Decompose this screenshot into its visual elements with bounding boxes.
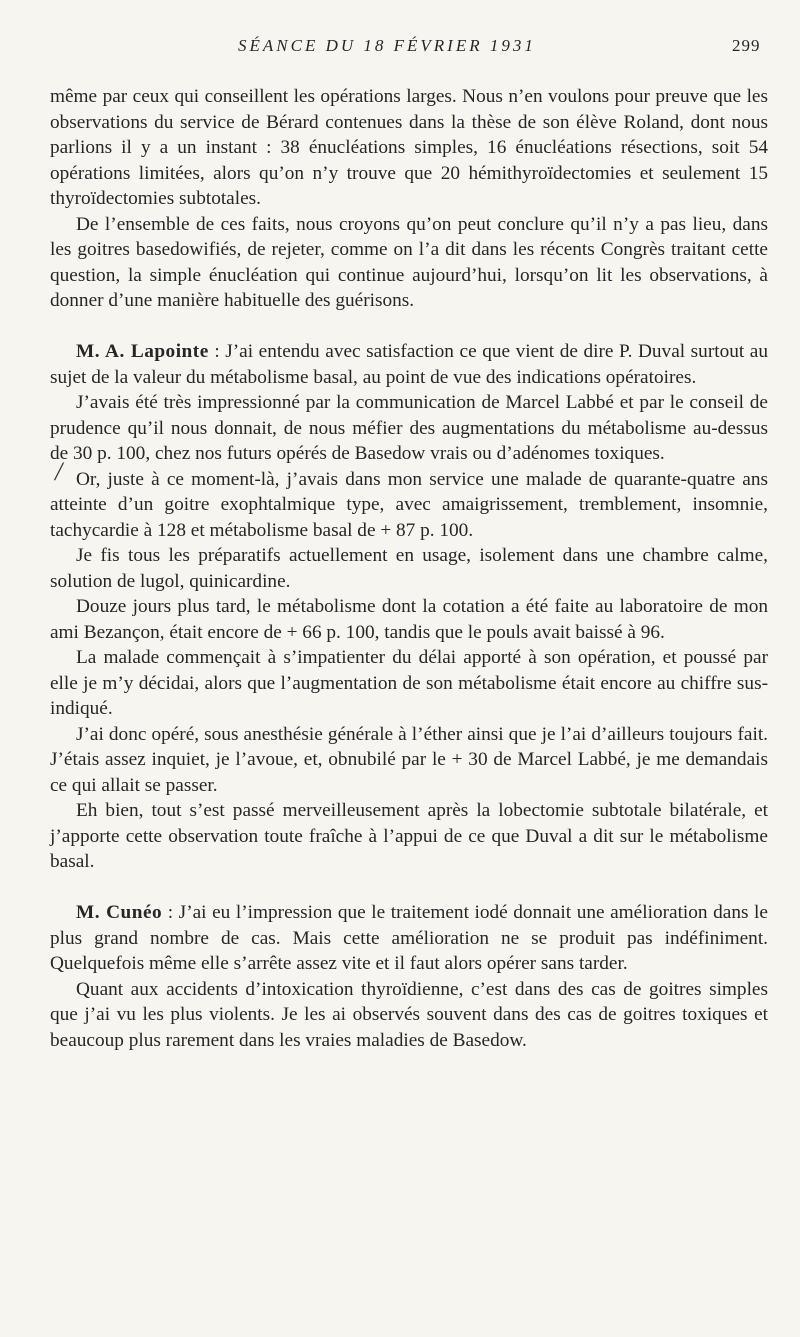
paragraph: Quant aux accidents d’intoxication thyroïdienne, c’est dans des cas de goitres simples que j’ai vu les plus violents. Je les ai observés souvent dans des cas de goitres toxiques et beaucoup plus rarement dans les vraies maladies de Basedow.	[50, 978, 768, 1051]
paragraph: Or, juste à ce moment-là, j’avais dans mon service une malade de quarante-quatre ans atteinte d’un goitre exophtalmique type, avec amaigrissement, tremblement, insomnie, tachycardie à 128 et métabolisme basal de + 87 p. 100.	[50, 468, 768, 541]
paragraph: La malade commençait à s’impatienter du délai apporté à son opération, et poussé par elle je m’y décidai, alors que l’augmentation de son métabolisme était encore au chiffre sus-indiqué.	[50, 647, 768, 719]
speaker-name: M. Cunéo	[76, 902, 163, 923]
running-header	[0, 36, 800, 60]
running-title: SÉANCE DU 18 FÉVRIER 1931	[238, 36, 536, 55]
paragraph-cuneo: M. Cunéo : J’ai eu l’impression que le traitement iodé donnait une amélioration dans le plus grand nombre de cas. Mais cette amélioration ne se produit pas indéfiniment. Quelquefois même elle s’arrête assez vite et il faut alors opérer sans tarder.	[50, 902, 768, 974]
paragraph: J’ai donc opéré, sous anesthésie générale à l’éther ainsi que je l’ai d’ailleurs toujours fait. J’étais assez inquiet, je l’avoue, et, obnubilé par le + 30 de Marcel Labbé, je me demandais ce qui allait se passer.	[50, 723, 768, 796]
paragraph: De l’ensemble de ces faits, nous croyons qu’on peut conclure qu’il n’y a pas lieu, dans les goitres basedowifiés, de rejeter, comme on l’a dit dans les récents Congrès traitant cette question, la simple énucléation qui continue aujourd’hui, lorsqu’on lit les observations, à donner d’une manière habituelle des guérisons.	[50, 213, 768, 311]
margin-annotation-mark: /	[55, 457, 63, 486]
paragraph: même par ceux qui conseillent les opérations larges. Nous n’en voulons pour preuve que les observations du service de Bérard contenues dans la thèse de son élève Roland, dont nous parlions il y a un instant : 38 énucléations simples, 16 énucléations résections, soit 54 opérations limitées, alors qu’on n’y trouve que 20 hémithyroïdectomies et seulement 15 thyroïdectomies subtotales.	[50, 86, 768, 209]
speaker-name: M. A. Lapointe	[76, 341, 209, 362]
paragraph-lapointe: M. A. Lapointe : J’ai entendu avec satisfaction ce que vient de dire P. Duval surtout au sujet de la valeur du métabolisme basal, au point de vue des indications opératoires.	[50, 341, 769, 388]
paragraph: J’avais été très impressionné par la communication de Marcel Labbé et par le conseil de prudence qu’il nous donnait, de nous méfier des augmentations du métabolisme au-dessus de 30 p. 100, chez nos futurs opérés de Basedow vrais ou d’adénomes toxiques.	[50, 392, 768, 464]
paragraph: Eh bien, tout s’est passé merveilleusement après la lobectomie subtotale bilatérale, et j’apporte cette observation toute fraîche à l’appui de ce que Duval a dit sur le métabolisme basal.	[50, 800, 768, 872]
paragraph: Je fis tous les préparatifs actuellement en usage, isolement dans une chambre calme, solution de lugol, quinicardine.	[50, 545, 768, 592]
page-number: 299	[732, 36, 761, 55]
body-text	[50, 84, 768, 1053]
paragraph: Douze jours plus tard, le métabolisme dont la cotation a été faite au laboratoire de mon ami Bezançon, était encore de + 66 p. 100, tandis que le pouls avait baissé à 96.	[50, 596, 768, 643]
